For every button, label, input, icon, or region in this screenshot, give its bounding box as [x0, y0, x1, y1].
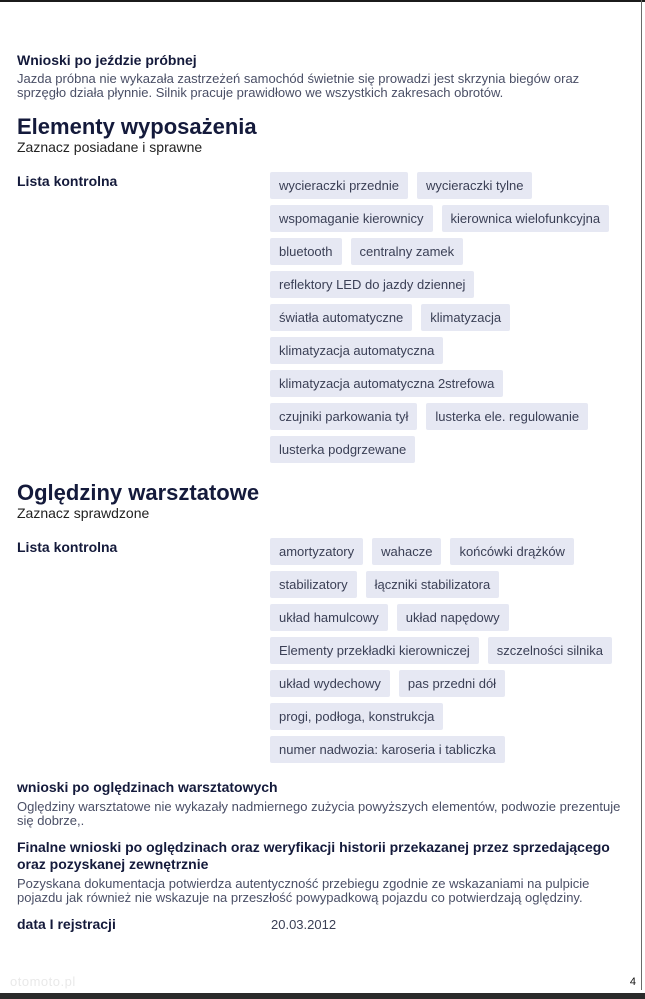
checklist-tag: światła automatyczne: [270, 304, 412, 331]
checklist-tag: stabilizatory: [270, 571, 357, 598]
right-border: [641, 0, 642, 990]
test-drive-text: Jazda próbna nie wykazała zastrzeżeń samochód świetnie się prowadzi jest skrzynia biegów oraz sprzęgło działa płynnie. Silnik pracuje prawidłowo we wszystkich zakresach obrotów.: [17, 71, 580, 100]
bottom-border: [0, 993, 645, 999]
equipment-subtitle: Zaznacz posiadane i sprawne: [17, 139, 203, 155]
workshop-conclusions-title: wnioski po oględzinach warsztatowych: [17, 779, 278, 795]
top-border: [0, 0, 645, 2]
checklist-tag: amortyzatory: [270, 538, 363, 565]
equipment-checklist: [17, 172, 622, 469]
workshop-section: [17, 481, 622, 769]
checklist-tag: wspomaganie kierownicy: [270, 205, 433, 232]
equipment-list-label: Lista kontrolna: [17, 173, 118, 189]
workshop-checklist: [17, 538, 622, 769]
checklist-tag: końcówki drążków: [450, 538, 574, 565]
registration-row: [17, 916, 622, 933]
registration-label: data I rejstracji: [17, 916, 116, 932]
checklist-tag: wycieraczki przednie: [270, 172, 408, 199]
equipment-tags: [270, 172, 622, 469]
page-number: 4: [629, 976, 636, 988]
registration-date: 20.03.2012: [271, 917, 337, 932]
checklist-tag: układ hamulcowy: [270, 604, 388, 631]
checklist-tag: wycieraczki tylne: [417, 172, 533, 199]
checklist-tag: bluetooth: [270, 238, 342, 265]
checklist-tag: łączniki stabilizatora: [366, 571, 500, 598]
workshop-conclusions-text: Oględziny warsztatowe nie wykazały nadmiernego zużycia powyższych elementów, podwozie prezentuje się dobrze,.: [17, 799, 621, 828]
checklist-tag: wahacze: [372, 538, 441, 565]
checklist-tag: progi, podłoga, konstrukcja: [270, 703, 443, 730]
test-drive-title: Wnioski po jeździe próbnej: [17, 52, 197, 68]
equipment-title: Elementy wyposażenia: [17, 114, 257, 139]
watermark: otomoto.pl: [10, 974, 76, 989]
checklist-tag: lusterka ele. regulowanie: [426, 403, 588, 430]
equipment-section: [17, 115, 622, 469]
checklist-tag: czujniki parkowania tył: [270, 403, 417, 430]
final-conclusions-title: Finalne wnioski po oględzinach oraz weryfikacji historii przekazanej przez sprzedającego oraz pozyskanej zewnętrznie: [17, 839, 610, 872]
checklist-tag: lusterka podgrzewane: [270, 436, 415, 463]
checklist-tag: układ wydechowy: [270, 670, 390, 697]
test-drive-section: [17, 52, 622, 100]
workshop-list-label: Lista kontrolna: [17, 539, 118, 555]
workshop-title: Oględziny warsztatowe: [17, 480, 260, 505]
checklist-tag: numer nadwozia: karoseria i tabliczka: [270, 736, 505, 763]
workshop-tags: [270, 538, 622, 769]
checklist-tag: kierownica wielofunkcyjna: [442, 205, 610, 232]
checklist-tag: klimatyzacja automatyczna: [270, 337, 443, 364]
final-conclusions-section: [17, 839, 622, 905]
workshop-conclusions-section: [17, 779, 622, 828]
checklist-tag: układ napędowy: [397, 604, 509, 631]
checklist-tag: klimatyzacja: [421, 304, 510, 331]
checklist-tag: reflektory LED do jazdy dziennej: [270, 271, 474, 298]
final-conclusions-text: Pozyskana dokumentacja potwierdza autentyczność przebiegu zgodnie ze wskazaniami na pulpicie pojazdu jak również nie wskazuje na przeszłość powypadkową pojazdu co potwierdzają oględziny.: [17, 876, 590, 905]
report-page: [17, 52, 622, 933]
checklist-tag: klimatyzacja automatyczna 2strefowa: [270, 370, 503, 397]
checklist-tag: centralny zamek: [351, 238, 464, 265]
checklist-tag: szczelności silnika: [488, 637, 612, 664]
workshop-subtitle: Zaznacz sprawdzone: [17, 505, 150, 521]
checklist-tag: pas przedni dół: [399, 670, 505, 697]
checklist-tag: Elementy przekładki kierowniczej: [270, 637, 479, 664]
